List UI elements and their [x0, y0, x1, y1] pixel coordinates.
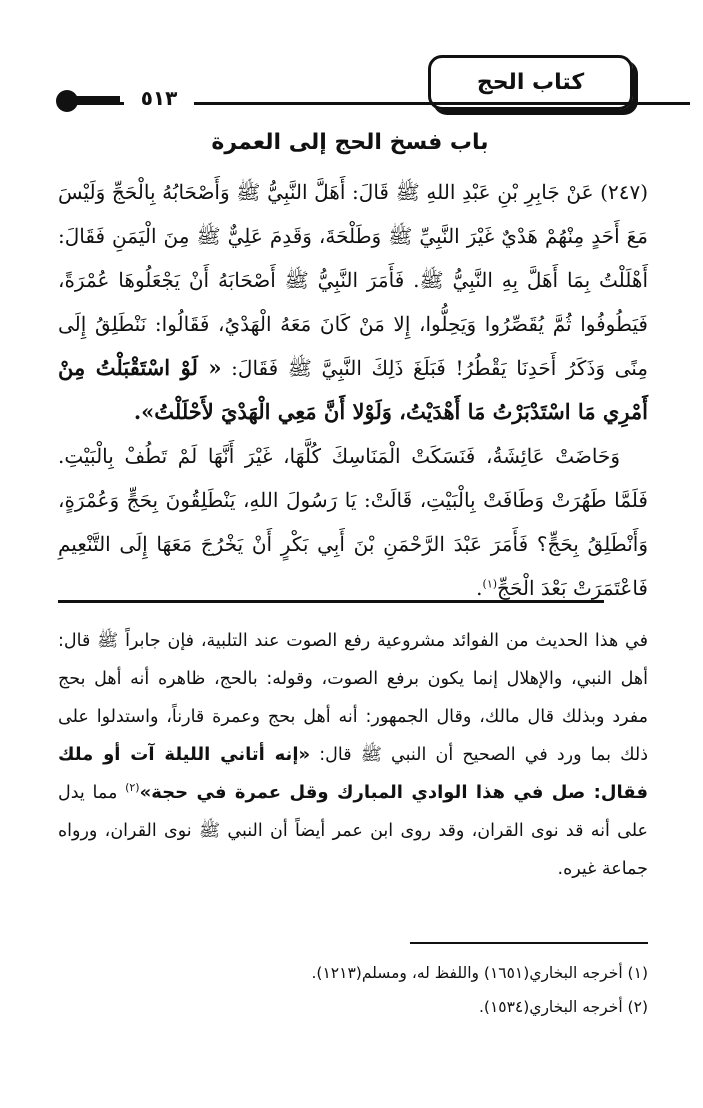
- hadith-prophet-quote: « لَوْ اسْتَقْبَلْتُ مِنْ أَمْرِي مَا اسْتَدْبَرْتُ مَا أَهْدَيْتُ، وَلَوْلا أَنَّ مَعِي الْهَدْيَ لأَحْلَلْتُ».: [58, 355, 648, 424]
- hadith-text: [58, 170, 648, 610]
- footnotes: [58, 956, 648, 1024]
- commentary-quote: «إنه أتاني الليلة آت أو ملك فقال: صل في هذا الوادي المبارك وقل عمرة في حجة»: [58, 744, 648, 803]
- commentary-part-2: مما يدل على أنه قد نوى القران، وقد روى ابن عمر أيضاً أن النبي ﷺ نوى القران، ورواه جماعة غيره.: [58, 783, 648, 879]
- hadith-paragraph-2: وَحَاضَتْ عَائِشَةُ، فَنَسَكَتْ الْمَنَاسِكَ كُلَّهَا، غَيْرَ أَنَّهَا لَمْ تَطُفْ بِالْبَيْتِ. فَلَمَّا طَهُرَتْ وَطَافَتْ بِالْبَيْتِ، قَالَتْ: يَا رَسُولَ اللهِ، يَنْطَلِقُونَ بِحَجٍّ وَعُمْرَةٍ، وَأَنْطَلِقُ بِحَجٍّ؟ فَأَمَرَ عَبْدَ الرَّحْمَنِ بْنَ أَبِي بَكْرٍ أَنْ يَخْرُجَ مَعَهَا إِلَى التَّنْعِيمِ فَاعْتَمَرَتْ بَعْدَ الْحَجِّ$^{(١)}$.: [58, 444, 648, 600]
- hadith-narration: (٢٤٧) عَنْ جَابِرِ بْنِ عَبْدِ اللهِ ﷺ قَالَ: أَهَلَّ النَّبِيُّ ﷺ وَأَصْحَابُهُ بِالْحَجِّ وَلَيْسَ مَعَ أَحَدٍ مِنْهُمْ هَدْيٌ غَيْرَ النَّبِيِّ ﷺ وَطَلْحَةَ، وَقَدِمَ عَلِيٌّ ﷺ مِنَ الْيَمَنِ فَقَالَ: أَهْلَلْتُ بِمَا أَهَلَّ بِهِ النَّبِيُّ ﷺ. فَأَمَرَ النَّبِيُّ ﷺ أَصْحَابَهُ أَنْ يَجْعَلُوهَا عُمْرَةً، فَيَطُوفُوا ثُمَّ يُقَصِّرُوا وَيَحِلُّوا، إِلا مَنْ كَانَ مَعَهُ الْهَدْيُ، فَقَالُوا: نَنْطَلِقُ إِلَى مِنًى وَذَكَرُ أَحَدِنَا يَقْطُرُ! فَبَلَغَ ذَلِكَ النَّبِيَّ ﷺ فَقَالَ:: [58, 180, 649, 380]
- footnote-2: (٢) أخرجه البخاري(١٥٣٤).: [478, 998, 648, 1016]
- hadith-aisha-narration: وَحَاضَتْ عَائِشَةُ، فَنَسَكَتْ الْمَنَاسِكَ كُلَّهَا، غَيْرَ أَنَّهَا لَمْ تَطُفْ بِالْبَيْتِ. فَلَمَّا طَهُرَتْ وَطَافَتْ بِالْبَيْتِ، قَالَتْ: يَا رَسُولَ اللهِ، يَنْطَلِقُونَ بِحَجٍّ وَعُمْرَةٍ، وَأَنْطَلِقُ بِحَجٍّ؟ فَأَمَرَ عَبْدَ الرَّحْمَنِ بْنَ أَبِي بَكْرٍ أَنْ يَخْرُجَ مَعَهَا إِلَى التَّنْعِيمِ فَاعْتَمَرَتْ بَعْدَ الْحَجِّ: [58, 444, 648, 600]
- footnote-ref-1: (١): [482, 577, 498, 591]
- commentary-text: [58, 622, 648, 888]
- section-separator: [58, 600, 604, 603]
- commentary-part-1: في هذا الحديث من الفوائد مشروعية رفع الصوت عند التلبية، فإن جابراً ﷺ قال: أهل النبي، والإهلال إنما يكون برفع الصوت، وقوله: بالحج، ظاهره أنه أهل بحج مفرد وبذلك قال مالك، وقال الجمهور: أنه أهل بحج وعمرة قارناً، واستدلوا على ذلك بما ورد في الصحيح أن النبي ﷺ قال:: [58, 631, 648, 765]
- hadith-paragraph-1: [58, 170, 648, 434]
- footnote-1: (١) أخرجه البخاري(١٦٥١) واللفظ له، ومسلم(١٢١٣).: [311, 964, 648, 982]
- book-title: كتاب الحج: [476, 70, 585, 95]
- header-dot-ornament: [56, 90, 78, 112]
- footnote-ref-2: (٢): [125, 781, 140, 795]
- chapter-title: باب فسخ الحج إلى العمرة: [211, 130, 489, 155]
- commentary-paragraph: [58, 622, 648, 888]
- footnote-rule: [410, 942, 648, 944]
- page-number: ٥١٣: [124, 80, 194, 116]
